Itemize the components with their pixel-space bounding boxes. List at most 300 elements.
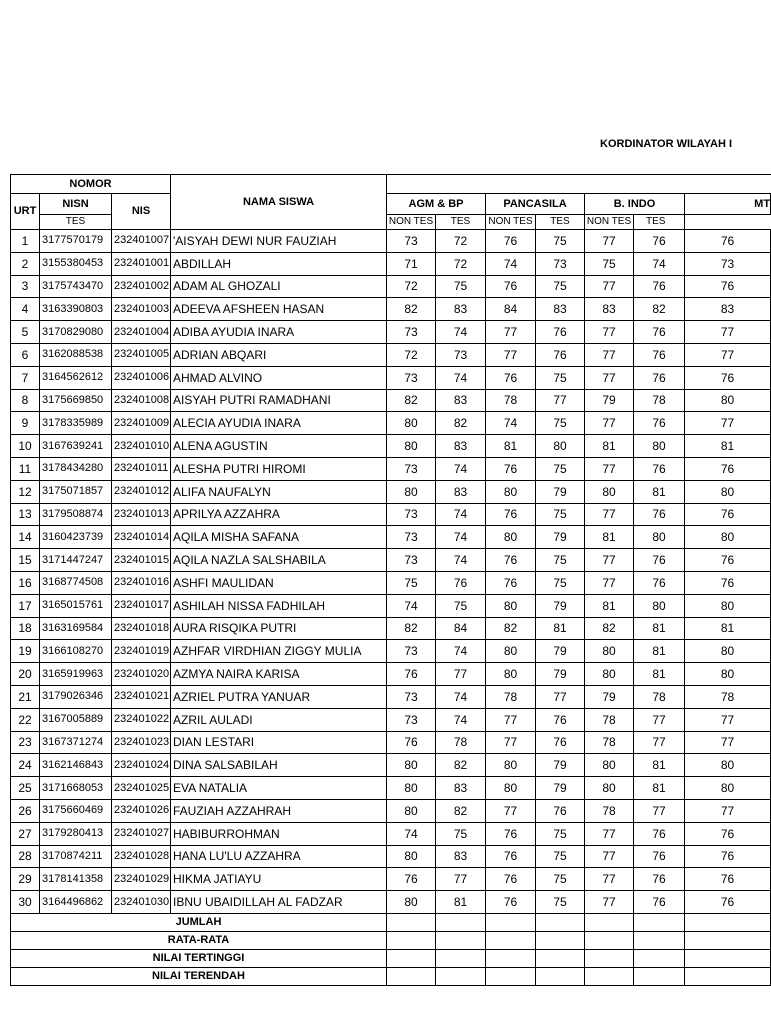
- row-number: 4: [11, 298, 40, 321]
- summary-cell: [436, 949, 486, 967]
- score-cell: 73: [387, 321, 436, 344]
- table-row: [11, 799, 771, 822]
- nisn-cell: 3175071857: [40, 480, 112, 503]
- score-cell: 74: [436, 549, 486, 572]
- score-cell: 76: [685, 503, 771, 526]
- non-tes-label: NON TES: [387, 215, 436, 230]
- score-cell: 74: [387, 822, 436, 845]
- header-row-2: [11, 194, 771, 215]
- score-cell: 77: [685, 412, 771, 435]
- nomor-header: NOMOR: [11, 175, 171, 194]
- score-cell: 76: [486, 275, 536, 298]
- nis-cell: 232401019: [112, 640, 171, 663]
- nis-cell: 232401011: [112, 457, 171, 480]
- row-number: 22: [11, 708, 40, 731]
- score-cell: 76: [685, 366, 771, 389]
- score-cell: 76: [634, 571, 685, 594]
- score-cell: 77: [685, 799, 771, 822]
- row-number: 6: [11, 343, 40, 366]
- student-name: ADRIAN ABQARI: [171, 343, 387, 366]
- score-cell: 79: [536, 777, 585, 800]
- summary-cell: [634, 913, 685, 931]
- score-cell: 76: [486, 457, 536, 480]
- score-cell: 73: [387, 366, 436, 389]
- score-cell: 76: [685, 891, 771, 914]
- nis-cell: 232401016: [112, 571, 171, 594]
- table-row: [11, 754, 771, 777]
- score-cell: 76: [634, 412, 685, 435]
- student-rows: [11, 230, 771, 914]
- tertinggi-label: NILAI TERTINGGI: [11, 949, 387, 967]
- nis-cell: 232401014: [112, 526, 171, 549]
- table-body: [11, 175, 771, 230]
- grade-sheet: [10, 174, 771, 986]
- summary-cell: [486, 931, 536, 949]
- summary-cell: [536, 949, 585, 967]
- nisn-cell: 3175743470: [40, 275, 112, 298]
- score-cell: 83: [536, 298, 585, 321]
- nisn-cell: 3179026346: [40, 685, 112, 708]
- student-name: ADEEVA AFSHEEN HASAN: [171, 298, 387, 321]
- score-cell: 84: [436, 617, 486, 640]
- score-cell: 82: [585, 617, 634, 640]
- row-number: 21: [11, 685, 40, 708]
- score-cell: 75: [536, 230, 585, 253]
- score-cell: 80: [685, 389, 771, 412]
- score-cell: 79: [536, 480, 585, 503]
- score-cell: 76: [486, 549, 536, 572]
- score-cell: 74: [436, 366, 486, 389]
- nisn-header: NISN: [40, 194, 112, 215]
- nisn-cell: 3178335989: [40, 412, 112, 435]
- summary-cell: [536, 913, 585, 931]
- score-cell: 82: [387, 298, 436, 321]
- row-number: 24: [11, 754, 40, 777]
- score-cell: 72: [387, 343, 436, 366]
- row-number: 16: [11, 571, 40, 594]
- score-cell: 75: [536, 868, 585, 891]
- score-cell: 80: [486, 480, 536, 503]
- summary-cell: [436, 967, 486, 985]
- score-cell: 75: [536, 845, 585, 868]
- score-cell: 80: [585, 777, 634, 800]
- summary-row-rata: [11, 931, 771, 949]
- score-cell: 80: [387, 754, 436, 777]
- student-name: EVA NATALIA: [171, 777, 387, 800]
- table-row: [11, 708, 771, 731]
- score-cell: 73: [387, 457, 436, 480]
- score-cell: 75: [536, 412, 585, 435]
- score-cell: 77: [486, 799, 536, 822]
- score-cell: 73: [387, 503, 436, 526]
- score-cell: 81: [634, 754, 685, 777]
- nisn-cell: 3168774508: [40, 571, 112, 594]
- nis-cell: 232401009: [112, 412, 171, 435]
- nis-cell: 232401004: [112, 321, 171, 344]
- nisn-cell: 3164562612: [40, 366, 112, 389]
- score-cell: 73: [685, 252, 771, 275]
- row-number: 26: [11, 799, 40, 822]
- grade-table: [10, 174, 771, 986]
- tes-label: TES: [40, 215, 112, 230]
- table-row: [11, 640, 771, 663]
- student-name: ABDILLAH: [171, 252, 387, 275]
- score-cell: 76: [536, 321, 585, 344]
- table-row: [11, 252, 771, 275]
- header-row-1: [11, 175, 771, 194]
- page-title: KORDINATOR WILAYAH I: [600, 138, 733, 150]
- score-cell: 74: [436, 321, 486, 344]
- table-row: [11, 571, 771, 594]
- score-cell: 79: [536, 663, 585, 686]
- score-cell: 80: [685, 526, 771, 549]
- score-cell: 83: [436, 845, 486, 868]
- summary-cell: [436, 913, 486, 931]
- score-cell: 81: [585, 435, 634, 458]
- nis-cell: 232401020: [112, 663, 171, 686]
- student-name: AISYAH PUTRI RAMADHANI: [171, 389, 387, 412]
- score-cell: 76: [634, 503, 685, 526]
- summary-row-terendah: [11, 967, 771, 985]
- score-cell: 76: [387, 731, 436, 754]
- score-cell: 78: [436, 731, 486, 754]
- score-cell: 75: [536, 457, 585, 480]
- score-cell: 81: [585, 526, 634, 549]
- score-cell: 77: [536, 685, 585, 708]
- nama-header: NAMA SISWA: [171, 175, 387, 230]
- summary-cell: [634, 967, 685, 985]
- score-cell: 72: [436, 230, 486, 253]
- score-cell: 80: [685, 777, 771, 800]
- nisn-cell: 3177570179: [40, 230, 112, 253]
- score-cell: 76: [634, 343, 685, 366]
- nis-cell: 232401025: [112, 777, 171, 800]
- row-number: 19: [11, 640, 40, 663]
- score-cell: 83: [436, 435, 486, 458]
- nisn-cell: 3175669850: [40, 389, 112, 412]
- summary-cell: [387, 967, 436, 985]
- score-cell: 82: [387, 389, 436, 412]
- nis-cell: 232401006: [112, 366, 171, 389]
- table-row: [11, 321, 771, 344]
- row-number: 14: [11, 526, 40, 549]
- score-cell: 83: [685, 298, 771, 321]
- score-cell: 83: [436, 777, 486, 800]
- student-name: AZRIEL PUTRA YANUAR: [171, 685, 387, 708]
- score-cell: 76: [387, 868, 436, 891]
- score-cell: 77: [585, 412, 634, 435]
- nis-cell: 232401008: [112, 389, 171, 412]
- score-cell: 77: [536, 389, 585, 412]
- score-cell: 76: [685, 549, 771, 572]
- score-cell: 77: [585, 230, 634, 253]
- score-cell: 76: [486, 845, 536, 868]
- student-name: AZHFAR VIRDHIAN ZIGGY MULIA: [171, 640, 387, 663]
- student-name: FAUZIAH AZZAHRAH: [171, 799, 387, 822]
- row-number: 12: [11, 480, 40, 503]
- score-cell: 80: [486, 663, 536, 686]
- score-cell: 80: [634, 526, 685, 549]
- score-cell: 77: [585, 321, 634, 344]
- student-name: AHMAD ALVINO: [171, 366, 387, 389]
- summary-cell: [685, 967, 771, 985]
- nisn-cell: 3170874211: [40, 845, 112, 868]
- student-name: DIAN LESTARI: [171, 731, 387, 754]
- summary-cell: [585, 949, 634, 967]
- score-cell: 81: [486, 435, 536, 458]
- score-cell: 83: [436, 389, 486, 412]
- score-cell: 80: [585, 640, 634, 663]
- score-cell: 77: [685, 708, 771, 731]
- score-cell: 75: [536, 503, 585, 526]
- score-cell: 71: [387, 252, 436, 275]
- score-cell: 83: [436, 480, 486, 503]
- score-cell: 75: [536, 891, 585, 914]
- score-cell: 76: [486, 230, 536, 253]
- student-name: ASHFI MAULIDAN: [171, 571, 387, 594]
- score-cell: 80: [634, 435, 685, 458]
- nisn-cell: 3165015761: [40, 594, 112, 617]
- score-cell: 75: [536, 549, 585, 572]
- table-row: [11, 617, 771, 640]
- score-cell: 76: [536, 731, 585, 754]
- nisn-cell: 3175660469: [40, 799, 112, 822]
- score-cell: 83: [585, 298, 634, 321]
- summary-cell: [685, 931, 771, 949]
- score-cell: 79: [585, 389, 634, 412]
- score-cell: 76: [685, 868, 771, 891]
- score-cell: 77: [585, 822, 634, 845]
- summary-cell: [486, 967, 536, 985]
- score-cell: 80: [387, 480, 436, 503]
- nisn-cell: 3171447247: [40, 549, 112, 572]
- student-name: ALIFA NAUFALYN: [171, 480, 387, 503]
- student-name: HIKMA JATIAYU: [171, 868, 387, 891]
- student-name: ADIBA AYUDIA INARA: [171, 321, 387, 344]
- terendah-label: NILAI TERENDAH: [11, 967, 387, 985]
- nisn-cell: 3160423739: [40, 526, 112, 549]
- nisn-cell: 3178434280: [40, 457, 112, 480]
- student-name: ALESHA PUTRI HIROMI: [171, 457, 387, 480]
- score-cell: 77: [585, 275, 634, 298]
- score-cell: 76: [634, 868, 685, 891]
- nisn-cell: 3155380453: [40, 252, 112, 275]
- score-cell: 77: [585, 868, 634, 891]
- score-cell: 76: [486, 891, 536, 914]
- score-cell: 80: [685, 594, 771, 617]
- row-number: 5: [11, 321, 40, 344]
- score-cell: 82: [486, 617, 536, 640]
- score-cell: 80: [585, 663, 634, 686]
- score-cell: 73: [436, 343, 486, 366]
- summary-cell: [685, 913, 771, 931]
- score-cell: 76: [536, 799, 585, 822]
- score-cell: 77: [585, 549, 634, 572]
- table-row: [11, 845, 771, 868]
- nisn-cell: 3167005889: [40, 708, 112, 731]
- score-cell: 80: [387, 435, 436, 458]
- nisn-cell: 3167639241: [40, 435, 112, 458]
- table-row: [11, 230, 771, 253]
- score-cell: 76: [634, 275, 685, 298]
- score-cell: 76: [634, 321, 685, 344]
- row-number: 25: [11, 777, 40, 800]
- score-cell: 76: [634, 845, 685, 868]
- score-cell: 80: [685, 754, 771, 777]
- summary-cell: [634, 949, 685, 967]
- table-row: [11, 685, 771, 708]
- score-cell: 73: [387, 549, 436, 572]
- score-cell: 81: [436, 891, 486, 914]
- score-cell: 77: [486, 731, 536, 754]
- nis-header: NIS: [112, 194, 171, 230]
- table-row: [11, 777, 771, 800]
- row-number: 18: [11, 617, 40, 640]
- score-cell: 80: [685, 663, 771, 686]
- score-cell: 77: [436, 868, 486, 891]
- nis-cell: 232401012: [112, 480, 171, 503]
- score-cell: 75: [536, 275, 585, 298]
- score-cell: 76: [634, 230, 685, 253]
- score-cell: 80: [387, 777, 436, 800]
- score-cell: 77: [486, 343, 536, 366]
- score-cell: 74: [436, 526, 486, 549]
- score-cell: 73: [387, 526, 436, 549]
- score-cell: 82: [634, 298, 685, 321]
- summary-cell: [585, 913, 634, 931]
- score-cell: 74: [387, 594, 436, 617]
- student-name: AZRIL AULADI: [171, 708, 387, 731]
- score-cell: 77: [585, 571, 634, 594]
- score-cell: 78: [486, 685, 536, 708]
- score-cell: 72: [436, 252, 486, 275]
- subject-mtk: MT: [685, 194, 771, 215]
- nisn-cell: 3166108270: [40, 640, 112, 663]
- score-cell: 79: [536, 640, 585, 663]
- score-cell: 77: [685, 321, 771, 344]
- table-row: [11, 435, 771, 458]
- score-cell: 75: [536, 571, 585, 594]
- score-cell: 76: [634, 891, 685, 914]
- score-cell: 76: [536, 343, 585, 366]
- student-name: ALENA AGUSTIN: [171, 435, 387, 458]
- score-cell: 77: [486, 708, 536, 731]
- score-cell: 76: [486, 868, 536, 891]
- row-number: 8: [11, 389, 40, 412]
- score-cell: 82: [436, 754, 486, 777]
- score-cell: 84: [486, 298, 536, 321]
- score-cell: 79: [536, 594, 585, 617]
- table-row: [11, 503, 771, 526]
- table-row: [11, 549, 771, 572]
- nis-cell: 232401026: [112, 799, 171, 822]
- score-cell: 76: [685, 230, 771, 253]
- jumlah-label: JUMLAH: [11, 913, 387, 931]
- score-cell: 81: [585, 594, 634, 617]
- score-cell: 75: [387, 571, 436, 594]
- subject-pancasila: PANCASILA: [486, 194, 585, 215]
- rata-label: RATA-RATA: [11, 931, 387, 949]
- score-cell: 75: [536, 822, 585, 845]
- student-name: HABIBURROHMAN: [171, 822, 387, 845]
- subjects-group-header: [387, 175, 771, 194]
- score-cell: 74: [436, 685, 486, 708]
- score-cell: 75: [436, 822, 486, 845]
- score-cell: 82: [436, 412, 486, 435]
- score-cell: 74: [486, 252, 536, 275]
- table-row: [11, 526, 771, 549]
- score-cell: 74: [436, 640, 486, 663]
- score-cell: 74: [436, 457, 486, 480]
- table-row: [11, 891, 771, 914]
- score-cell: 77: [585, 457, 634, 480]
- table-row: [11, 663, 771, 686]
- score-cell: 78: [585, 799, 634, 822]
- score-cell: 81: [634, 777, 685, 800]
- tes-label: TES: [536, 215, 585, 230]
- summary-cell: [536, 931, 585, 949]
- nis-cell: 232401001: [112, 252, 171, 275]
- table-row: [11, 868, 771, 891]
- row-number: 23: [11, 731, 40, 754]
- table-row: [11, 594, 771, 617]
- score-cell: 80: [486, 526, 536, 549]
- nisn-cell: 3170829080: [40, 321, 112, 344]
- summary-cell: [585, 967, 634, 985]
- urt-header: URT: [11, 194, 40, 230]
- row-number: 27: [11, 822, 40, 845]
- score-cell: 81: [634, 663, 685, 686]
- summary-cell: [536, 967, 585, 985]
- student-name: DINA SALSABILAH: [171, 754, 387, 777]
- score-cell: 75: [436, 275, 486, 298]
- score-cell: 77: [634, 731, 685, 754]
- nis-cell: 232401021: [112, 685, 171, 708]
- row-number: 20: [11, 663, 40, 686]
- nisn-cell: 3179280413: [40, 822, 112, 845]
- score-cell: 79: [536, 754, 585, 777]
- nisn-cell: 3164496862: [40, 891, 112, 914]
- score-cell: 76: [387, 663, 436, 686]
- nis-cell: 232401030: [112, 891, 171, 914]
- row-number: 30: [11, 891, 40, 914]
- student-name: AURA RISQIKA PUTRI: [171, 617, 387, 640]
- score-cell: 76: [685, 457, 771, 480]
- nis-cell: 232401022: [112, 708, 171, 731]
- score-cell: 77: [685, 731, 771, 754]
- nis-cell: 232401005: [112, 343, 171, 366]
- nis-cell: 232401027: [112, 822, 171, 845]
- subject-bindo: B. INDO: [585, 194, 685, 215]
- score-cell: 80: [585, 480, 634, 503]
- nisn-cell: 3179508874: [40, 503, 112, 526]
- student-name: AQILA MISHA SAFANA: [171, 526, 387, 549]
- nisn-cell: 3162146843: [40, 754, 112, 777]
- score-cell: 80: [585, 754, 634, 777]
- score-cell: 76: [634, 822, 685, 845]
- score-cell: 78: [486, 389, 536, 412]
- score-cell: 77: [585, 503, 634, 526]
- nisn-cell: 3178141358: [40, 868, 112, 891]
- row-number: 10: [11, 435, 40, 458]
- tes-label: TES: [634, 215, 685, 230]
- score-cell: 76: [536, 708, 585, 731]
- table-row: [11, 412, 771, 435]
- student-name: ASHILAH NISSA FADHILAH: [171, 594, 387, 617]
- score-cell: 74: [436, 708, 486, 731]
- score-cell: 80: [486, 777, 536, 800]
- row-number: 15: [11, 549, 40, 572]
